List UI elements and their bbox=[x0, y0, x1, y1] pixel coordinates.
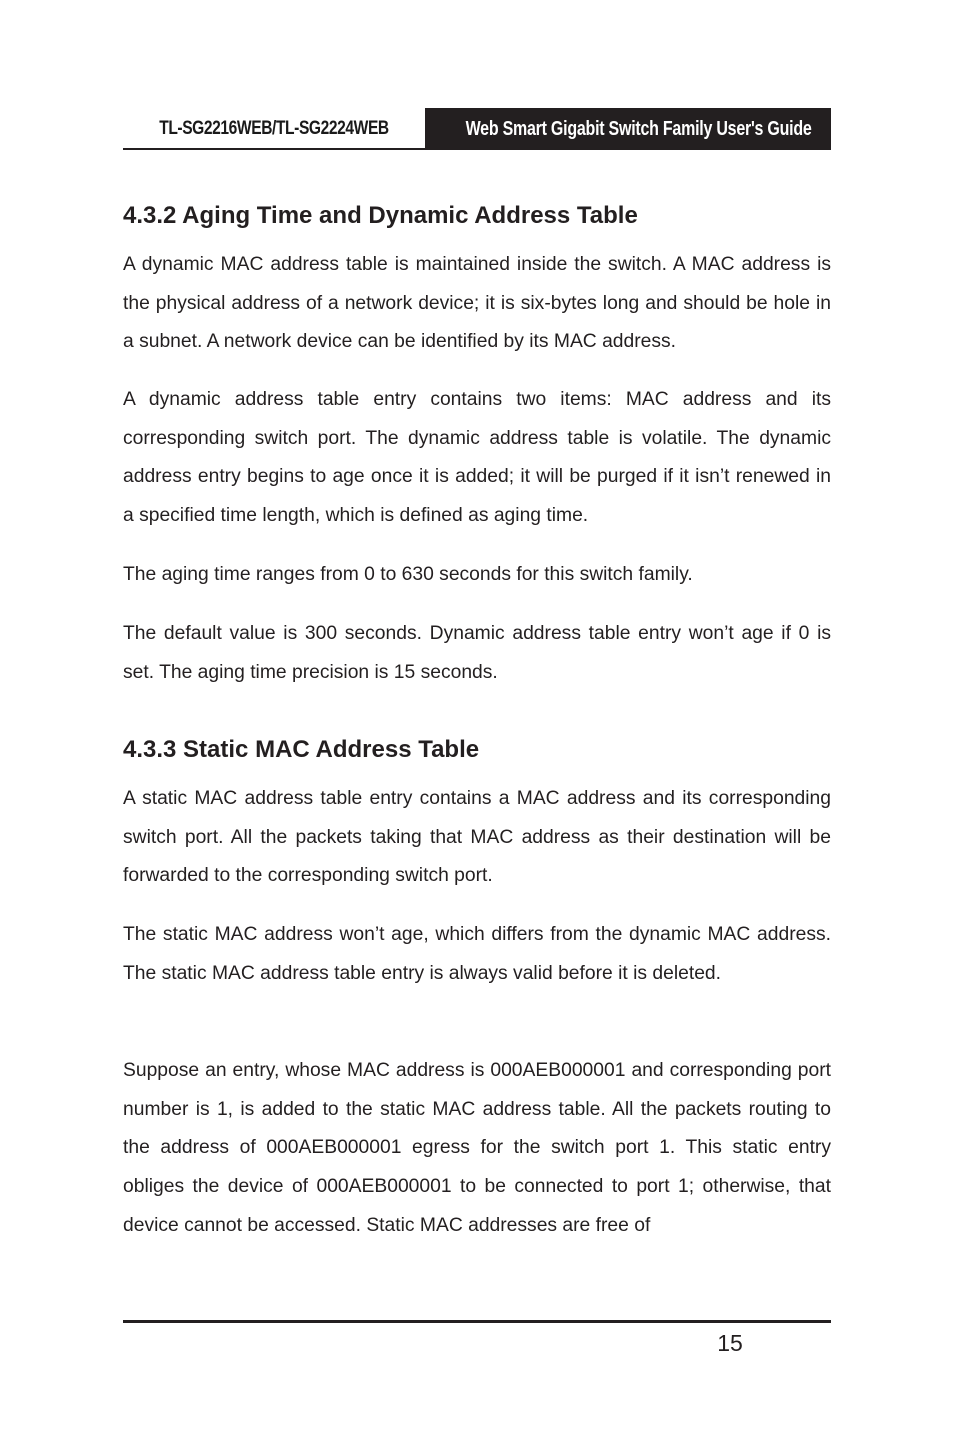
header-title-banner bbox=[425, 108, 831, 150]
page-number: 15 bbox=[717, 1330, 743, 1356]
paragraph: The static MAC address won’t age, which differs from the dynamic MAC address. The static MAC address table entry is always valid before it is deleted. bbox=[123, 924, 831, 984]
paragraph: A dynamic address table entry contains two items: MAC address and its corresponding switch port. The dynamic address table is volatile. The dynamic address entry begins to age once it is added; it will be purged if it isn’t renewed in a specified time length, which is defined as aging time. bbox=[123, 389, 831, 527]
section-heading-static-mac: 4.3.3 Static MAC Address Table bbox=[123, 736, 480, 763]
paragraph: A dynamic MAC address table is maintained inside the switch. A MAC address is the physical address of a network device; it is six-bytes long and should be hole in a subnet. A network device can be identified by its MAC address. bbox=[123, 254, 831, 353]
paragraph: The aging time ranges from 0 to 630 seconds for this switch family. bbox=[123, 564, 693, 585]
paragraph: Suppose an entry, whose MAC address is 000AEB000001 and corresponding port number is 1, is added to the static MAC address table. All the packets routing to the address of 000AEB000001 egress for the switch port 1. This static entry obliges the device of 000AEB000001 to be connected to port 1; otherwise, that device cannot be accessed. Static MAC addresses are free of bbox=[123, 1060, 831, 1236]
footer-rule bbox=[123, 1320, 831, 1323]
paragraph: The default value is 300 seconds. Dynamic address table entry won’t age if 0 is set. The aging time precision is 15 seconds. bbox=[123, 623, 831, 683]
header-guide-title: Web Smart Gigabit Switch Family User's Guide bbox=[465, 118, 812, 140]
paragraph: A static MAC address table entry contains a MAC address and its corresponding switch port. All the packets taking that MAC address as their destination will be forwarded to the corresponding switch port. bbox=[123, 788, 831, 887]
header-underline bbox=[123, 148, 425, 150]
section-heading-aging-time: 4.3.2 Aging Time and Dynamic Address Table bbox=[123, 202, 638, 229]
page-header bbox=[123, 108, 831, 150]
header-model-name: TL-SG2216WEB/TL-SG2224WEB bbox=[159, 118, 389, 139]
